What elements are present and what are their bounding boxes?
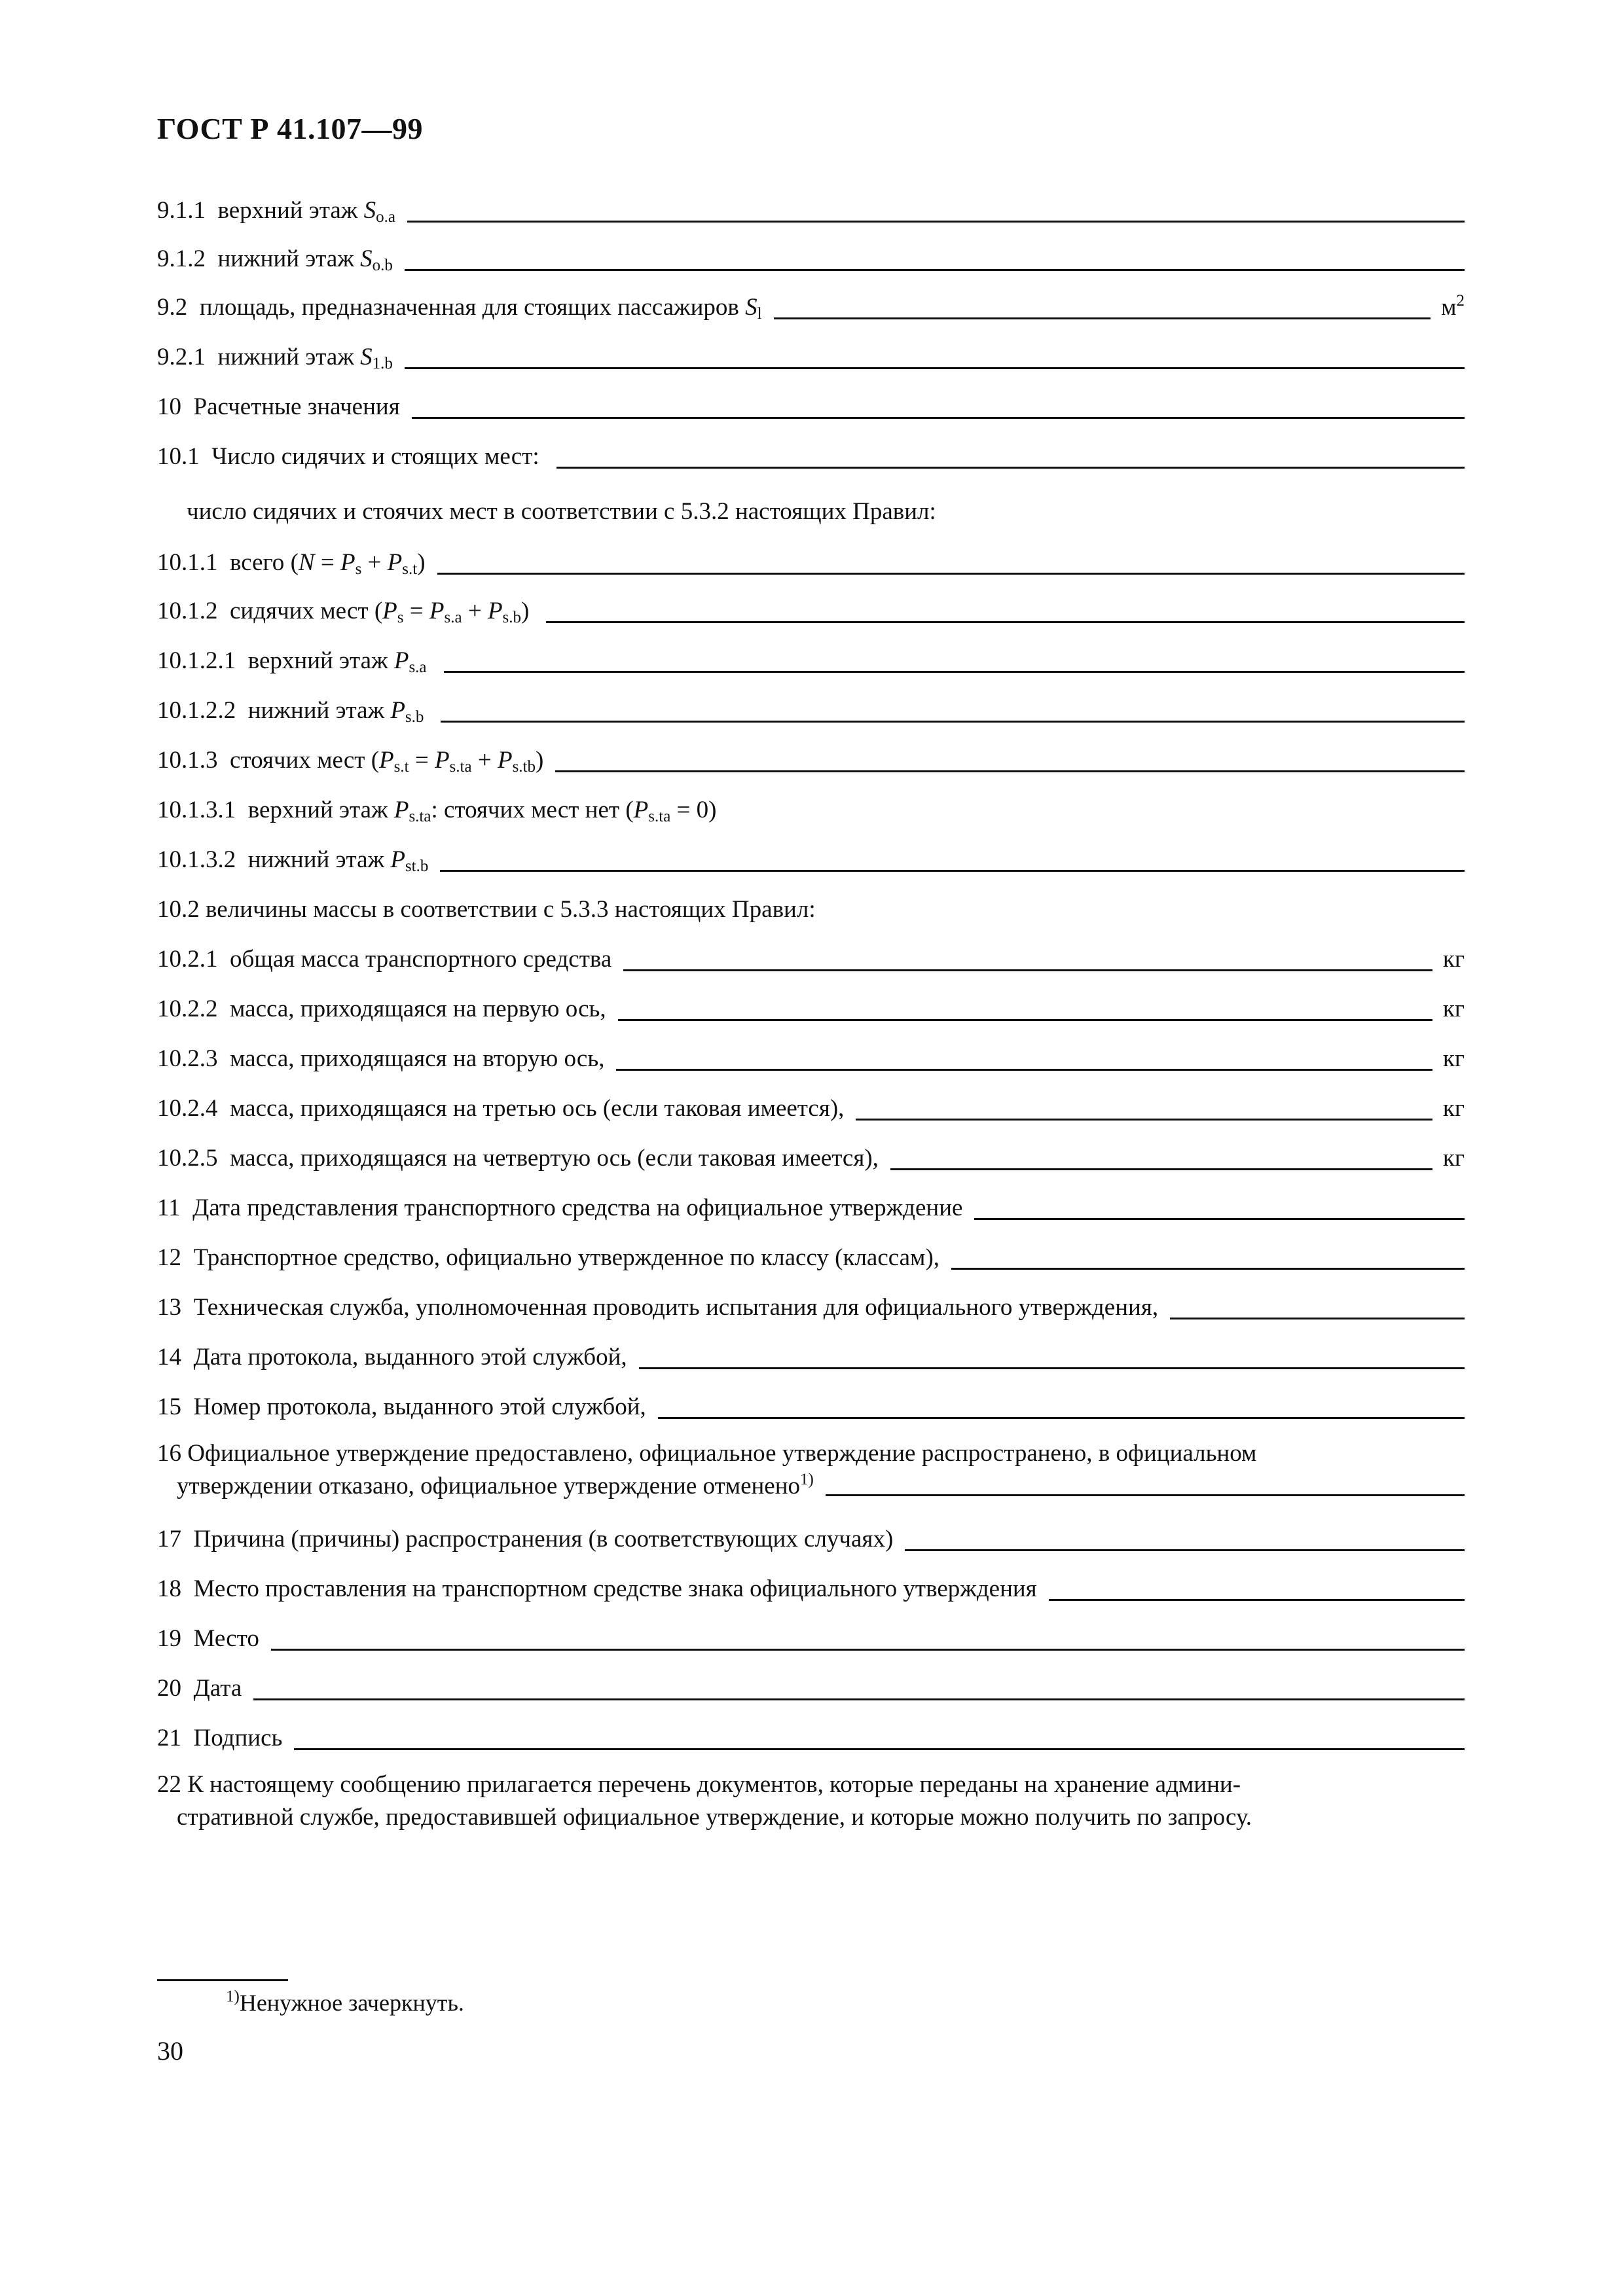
fill-line[interactable] xyxy=(618,1019,1432,1021)
footnote-ref: 1) xyxy=(800,1471,814,1488)
fill-line[interactable] xyxy=(658,1417,1465,1419)
footnote-divider xyxy=(157,1979,288,1981)
row-label-line1: 16 Официальное утверждение предоставлено, официальное утверждение распространено, в официальном xyxy=(157,1440,1257,1467)
subscript: o.a xyxy=(376,208,395,226)
row-label: 10.1 Число сидячих и стоящих мест: xyxy=(157,443,539,470)
form-row-20 xyxy=(157,1669,1465,1708)
fill-line[interactable] xyxy=(774,317,1431,319)
subscript: l xyxy=(757,305,762,323)
form-row-10-2-1 xyxy=(157,940,1465,979)
unit-label: кг xyxy=(1442,1145,1465,1172)
fill-line[interactable] xyxy=(437,573,1465,575)
fill-line[interactable] xyxy=(405,269,1465,271)
fill-line[interactable] xyxy=(1170,1318,1465,1319)
footnote-mark: 1) xyxy=(226,1988,240,2005)
form-row-10-1-3-2: 10.1.3.2 нижний этаж $P_{st.b}$ xyxy=(157,840,1465,880)
paragraph-line2: стративной службе, предоставившей официальное утверждение, и которые можно получить по запросу. xyxy=(177,1804,1252,1831)
row-label-line2: утверждении отказано, официальное утверждение отменено$^{1)}$ xyxy=(177,1471,814,1499)
form-row-10-2-5 xyxy=(157,1139,1465,1178)
form-row-10-1-2-1: 10.1.2.1 верхний этаж $P_{s.a}$ xyxy=(157,641,1465,681)
fill-line[interactable] xyxy=(623,969,1432,971)
symbol: S xyxy=(360,245,373,272)
row-label: 9.1.1 верхний этаж xyxy=(157,197,358,224)
fill-line[interactable] xyxy=(556,467,1465,469)
subscript: 1.b xyxy=(372,355,393,372)
fill-line[interactable] xyxy=(271,1649,1465,1651)
fill-line[interactable] xyxy=(412,417,1465,419)
fill-line[interactable] xyxy=(905,1549,1465,1551)
form-row-10-1 xyxy=(157,437,1465,476)
fill-line[interactable] xyxy=(546,621,1465,623)
form-row-15 xyxy=(157,1388,1465,1427)
form-row-10-1-1: 10.1.1 всего $(N = P_s + P_{s.t})$ xyxy=(157,543,1465,583)
symbol: S xyxy=(745,294,757,321)
row-label: 9.2 площадь, предназначенная для стоящих пассажиров xyxy=(157,294,739,321)
row-label: 10.1.3.1 верхний этаж xyxy=(157,797,388,823)
row-line2 xyxy=(157,1470,1465,1503)
form-row-17 xyxy=(157,1520,1465,1559)
unit-label: кг xyxy=(1442,946,1465,973)
row-label: 13 Техническая служба, уполномоченная проводить испытания для официального утверждения, xyxy=(157,1294,1159,1321)
subheading-seating: число сидячих и стоячих мест в соответствии с 5.3.2 настоящих Правил: xyxy=(187,498,936,525)
fill-line[interactable] xyxy=(440,870,1465,872)
row-label: 10.2.2 масса, приходящаяся на первую ось, xyxy=(157,996,606,1022)
unit-label: кг xyxy=(1442,996,1465,1022)
fill-line[interactable] xyxy=(826,1494,1465,1496)
form-row-10-2-3 xyxy=(157,1039,1465,1079)
row-label: 10.2.5 масса, приходящаяся на четвертую ось (если таковая имеется), xyxy=(157,1145,879,1172)
form-row-9-1-2 xyxy=(157,240,1465,279)
form-row-14 xyxy=(157,1338,1465,1377)
fill-line[interactable] xyxy=(890,1168,1432,1170)
form-row-19 xyxy=(157,1619,1465,1659)
form-row-12 xyxy=(157,1238,1465,1278)
fill-line[interactable] xyxy=(616,1069,1432,1071)
row-label: 10.2.3 масса, приходящаяся на вторую ось, xyxy=(157,1045,605,1072)
row-label: 10.1.3.2 нижний этаж xyxy=(157,846,385,873)
row-label: 10.1.3 стоячих мест xyxy=(157,747,365,774)
symbol: S xyxy=(360,344,373,370)
row-label: 9.1.2 нижний этаж xyxy=(157,245,354,272)
page-number: 30 xyxy=(157,2036,183,2066)
fill-line[interactable] xyxy=(974,1218,1465,1220)
fill-line[interactable] xyxy=(444,671,1465,673)
form-row-9-2 xyxy=(157,288,1465,327)
fill-line[interactable] xyxy=(1049,1599,1465,1601)
paragraph-line1: 22 К настоящему сообщению прилагается перечень документов, которые переданы на хранение админи- xyxy=(157,1771,1241,1798)
row-label: 11 Дата представления транспортного средства на официальное утверждение xyxy=(157,1194,963,1221)
form-row-10-2: 10.2 величины массы в соответствии с 5.3.3 настоящих Правил: xyxy=(157,896,816,923)
form-row-10-2-2 xyxy=(157,990,1465,1029)
subscript: o.b xyxy=(372,257,393,274)
fill-line[interactable] xyxy=(253,1698,1465,1700)
row-label: 12 Транспортное средство, официально утвержденное по классу (классам), xyxy=(157,1244,940,1271)
fill-line[interactable] xyxy=(294,1748,1465,1750)
row-label: 21 Подпись xyxy=(157,1725,283,1751)
document-header: ГОСТ Р 41.107—99 xyxy=(157,112,423,145)
fill-line[interactable] xyxy=(951,1268,1465,1270)
form-row-21 xyxy=(157,1719,1465,1758)
footnote xyxy=(226,1983,464,2022)
fill-line[interactable] xyxy=(639,1367,1465,1369)
row-label: 15 Номер протокола, выданного этой службой, xyxy=(157,1393,646,1420)
row-label: 18 Место проставления на транспортном средстве знака официального утверждения xyxy=(157,1575,1037,1602)
row-label: 14 Дата протокола, выданного этой службой, xyxy=(157,1344,627,1371)
form-row-9-1-1 xyxy=(157,191,1465,230)
form-row-18 xyxy=(157,1570,1465,1609)
unit-label: $м^2$ xyxy=(1441,292,1465,321)
footnote-text: Ненужное зачеркнуть. xyxy=(239,1990,464,2016)
unit-label: кг xyxy=(1442,1095,1465,1122)
row-label: 10.2.4 масса, приходящаяся на третью ось (если таковая имеется), xyxy=(157,1095,845,1122)
form-row-10-2-4 xyxy=(157,1089,1465,1128)
fill-line[interactable] xyxy=(407,221,1465,223)
fill-line[interactable] xyxy=(555,770,1465,772)
row-label: 9.2.1 нижний этаж xyxy=(157,344,354,370)
row-label: 17 Причина (причины) распространения (в соответствующих случаях) xyxy=(157,1526,894,1552)
form-row-10-1-2: 10.1.2 сидячих мест $(P_s = P_{s.a} + P_{s.b})$ xyxy=(157,592,1465,631)
form-row-10-1-3: 10.1.3 стоячих мест $(P_{s.t} = P_{s.ta} + P_{s.tb})$ xyxy=(157,741,1465,780)
row-label: 10.1.2 сидячих мест xyxy=(157,598,369,624)
row-label: 20 Дата xyxy=(157,1675,242,1702)
form-row-10 xyxy=(157,387,1465,427)
row-label: 10.1.2.2 нижний этаж xyxy=(157,697,385,724)
form-row-13 xyxy=(157,1288,1465,1327)
row-label: 10.2.1 общая масса транспортного средства xyxy=(157,946,612,973)
fill-line[interactable] xyxy=(856,1119,1432,1121)
row-label: 10.1.2.1 верхний этаж xyxy=(157,647,388,674)
form-row-16 xyxy=(157,1437,1465,1509)
row-label: 19 Место xyxy=(157,1625,259,1652)
form-row-11 xyxy=(157,1189,1465,1228)
form-row-22 xyxy=(157,1768,1465,1840)
fill-line[interactable] xyxy=(441,721,1465,723)
form-row-10-1-3-1: 10.1.3.1 верхний этаж $P_{s.ta}$: стоячих мест нет $(P_{s.ta} = 0)$ xyxy=(157,797,717,825)
form-row-10-1-2-2: 10.1.2.2 нижний этаж $P_{s.b}$ xyxy=(157,691,1465,730)
form-row-9-2-1 xyxy=(157,338,1465,377)
row-label: 10 Расчетные значения xyxy=(157,393,400,420)
symbol: S xyxy=(363,197,376,224)
fill-line[interactable] xyxy=(405,367,1465,369)
row-label: 10.1.1 всего xyxy=(157,549,285,576)
unit-label: кг xyxy=(1442,1045,1465,1072)
